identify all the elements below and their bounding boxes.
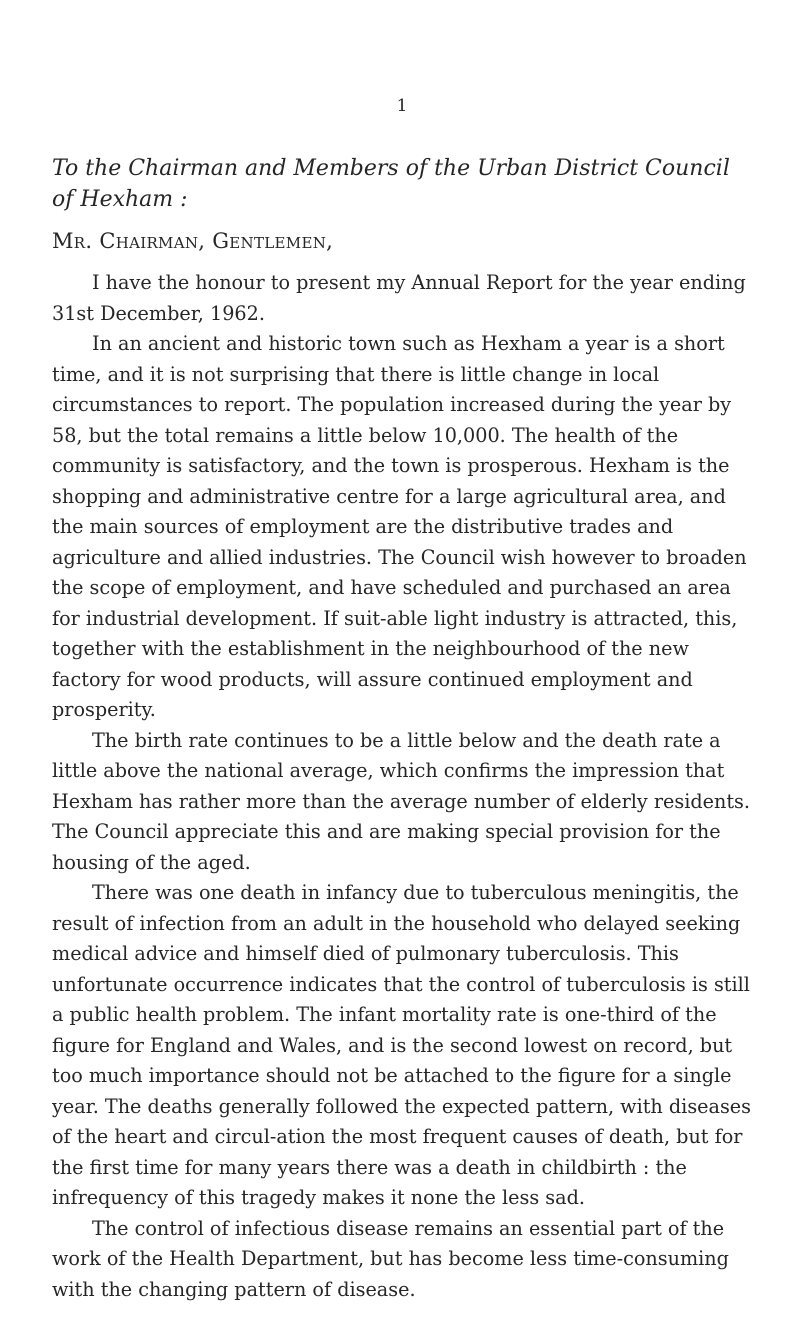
paragraph-infectious-disease: The control of infectious disease remains an essential part of the work of the Health Department, but has become less time-consuming with the changing pattern of disease.	[52, 1216, 729, 1301]
address-block	[52, 153, 752, 215]
paragraph-infant-mortality: There was one death in infancy due to tuberculous meningitis, the result of infection from an adult in the household who delayed seeking medical advice and himself died of pulmonary tuberculosis. This unfortunate occurrence indicates that the control of tuberculosis is still a public health problem. The infant mortality rate is one-third of the figure for England and Wales, and is the second lowest on record, but too much importance should not be attached to the figure for a single year. The deaths generally followed the expected pattern, with diseases of the heart and circul-ation the most frequent causes of death, but for the first time for many years there was a death in childbirth : the infrequency of this tragedy makes it none the less sad.	[52, 881, 752, 1209]
paragraph-population: In an ancient and historic town such as Hexham a year is a short time, and it is not surprising that there is little change in local circumstances to report. The population increased during the year by 58, but the total remains a little below 10,000. The health of the community is satisfactory, and the town is prosperous. Hexham is the shopping and administrative centre for a large agricultural area, and the main sources of employment are the distributive trades and agriculture and allied industries. The Council wish however to broaden the scope of employment, and have scheduled and purchased an area for industrial development. If suit-able light industry is attracted, this, together with the establishment in the neighbourhood of the new factory for wood products, will assure continued employment and prosperity.	[52, 332, 747, 721]
paragraph-birth-death-rates: The birth rate continues to be a little below and the death rate a little above the national average, which confirms the impression that Hexham has rather more than the average number of elderly residents. The Council appreciate this and are making special provision for the housing of the aged.	[52, 728, 751, 874]
address-line-1: To the Chairman and Members of the Urban District Council	[52, 156, 730, 181]
salutation: Mr. Chairman, Gentlemen,	[52, 229, 334, 253]
report-body	[52, 268, 752, 1305]
page-number: 1	[396, 96, 408, 116]
paragraph-introduction: I have the honour to present my Annual Report for the year ending 31st December, 1962.	[52, 271, 746, 325]
address-line-2: of Hexham :	[52, 187, 188, 212]
